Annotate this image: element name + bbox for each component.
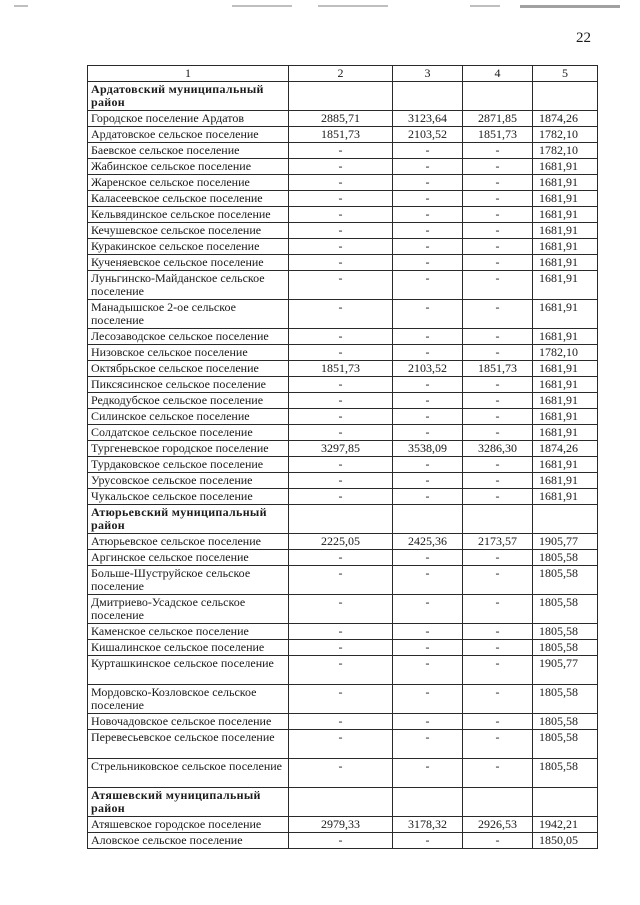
cell-col-3: - <box>393 223 463 239</box>
cell-col-4: - <box>463 425 533 441</box>
cell-col-5: 1874,26 <box>533 441 598 457</box>
empty-cell <box>289 505 393 534</box>
cell-col-3: - <box>393 425 463 441</box>
cell-col-5: 1681,91 <box>533 255 598 271</box>
settlement-name: Мордовско-Козловское сельское поселение <box>88 685 289 714</box>
settlement-name: Октябрьское сельское поселение <box>88 361 289 377</box>
cell-col-4: - <box>463 255 533 271</box>
empty-cell <box>289 82 393 111</box>
cell-col-3: - <box>393 730 463 759</box>
cell-col-5: 1681,91 <box>533 300 598 329</box>
empty-cell <box>393 82 463 111</box>
cell-col-2: - <box>289 656 393 685</box>
column-header: 5 <box>533 66 598 82</box>
column-header: 2 <box>289 66 393 82</box>
cell-col-3: - <box>393 393 463 409</box>
cell-col-5: 1681,91 <box>533 271 598 300</box>
cell-col-4: - <box>463 207 533 223</box>
cell-col-2: - <box>289 377 393 393</box>
empty-cell <box>463 788 533 817</box>
cell-col-2: 1851,73 <box>289 361 393 377</box>
tariff-table <box>87 65 598 849</box>
cell-col-3: - <box>393 640 463 656</box>
cell-col-3: - <box>393 255 463 271</box>
table-row <box>88 489 598 505</box>
table-row <box>88 175 598 191</box>
table-row <box>88 730 598 759</box>
cell-col-5: 1805,58 <box>533 730 598 759</box>
settlement-name: Урусовское сельское поселение <box>88 473 289 489</box>
cell-col-2: - <box>289 329 393 345</box>
cell-col-4: - <box>463 656 533 685</box>
settlement-name: Дмитриево-Усадское сельское поселение <box>88 595 289 624</box>
cell-col-4: - <box>463 223 533 239</box>
settlement-name: Куракинское сельское поселение <box>88 239 289 255</box>
cell-col-4: - <box>463 345 533 361</box>
cell-col-3: - <box>393 207 463 223</box>
settlement-name: Манадышское 2-ое сельское поселение <box>88 300 289 329</box>
cell-col-4: 2871,85 <box>463 111 533 127</box>
cell-col-4: - <box>463 473 533 489</box>
cell-col-4: 2926,53 <box>463 817 533 833</box>
district-row <box>88 788 598 817</box>
cell-col-3: 3123,64 <box>393 111 463 127</box>
settlement-name: Луньгинско-Майданское сельское поселение <box>88 271 289 300</box>
cell-col-2: - <box>289 300 393 329</box>
cell-col-2: - <box>289 457 393 473</box>
cell-col-2: - <box>289 393 393 409</box>
cell-col-4: - <box>463 550 533 566</box>
table-row <box>88 111 598 127</box>
cell-col-2: - <box>289 345 393 361</box>
cell-col-3: - <box>393 300 463 329</box>
table-row <box>88 255 598 271</box>
cell-col-2: - <box>289 409 393 425</box>
column-header: 1 <box>88 66 289 82</box>
settlement-name: Атяшевское городское поселение <box>88 817 289 833</box>
cell-col-3: - <box>393 566 463 595</box>
settlement-name: Каменское сельское поселение <box>88 624 289 640</box>
table-row <box>88 817 598 833</box>
cell-col-5: 1805,58 <box>533 595 598 624</box>
cell-col-3: - <box>393 271 463 300</box>
table-row <box>88 685 598 714</box>
cell-col-5: 1805,58 <box>533 714 598 730</box>
cell-col-4: - <box>463 409 533 425</box>
cell-col-3: - <box>393 457 463 473</box>
settlement-name: Низовское сельское поселение <box>88 345 289 361</box>
cell-col-3: - <box>393 191 463 207</box>
cell-col-5: 1681,91 <box>533 223 598 239</box>
cell-col-5: 1681,91 <box>533 377 598 393</box>
cell-col-3: - <box>393 143 463 159</box>
table-row <box>88 377 598 393</box>
settlement-name: Жаренское сельское поселение <box>88 175 289 191</box>
cell-col-5: 1681,91 <box>533 489 598 505</box>
settlement-name: Лесозаводское сельское поселение <box>88 329 289 345</box>
table-row <box>88 191 598 207</box>
cell-col-4: - <box>463 833 533 849</box>
cell-col-3: - <box>393 833 463 849</box>
table-row <box>88 566 598 595</box>
table-row <box>88 624 598 640</box>
cell-col-5: 1805,58 <box>533 640 598 656</box>
table-row <box>88 143 598 159</box>
cell-col-3: - <box>393 489 463 505</box>
cell-col-3: 3178,32 <box>393 817 463 833</box>
settlement-name: Аловское сельское поселение <box>88 833 289 849</box>
cell-col-2: - <box>289 255 393 271</box>
cell-col-5: 1681,91 <box>533 473 598 489</box>
cell-col-5: 1681,91 <box>533 191 598 207</box>
empty-cell <box>463 82 533 111</box>
settlement-name: Баевское сельское поселение <box>88 143 289 159</box>
settlement-name: Курташкинское сельское поселение <box>88 656 289 685</box>
empty-cell <box>533 82 598 111</box>
table-row <box>88 595 598 624</box>
settlement-name: Атюрьевское сельское поселение <box>88 534 289 550</box>
cell-col-5: 1681,91 <box>533 329 598 345</box>
cell-col-2: - <box>289 714 393 730</box>
cell-col-2: - <box>289 191 393 207</box>
cell-col-3: 2103,52 <box>393 127 463 143</box>
cell-col-2: - <box>289 175 393 191</box>
settlement-name: Кельвядинское сельское поселение <box>88 207 289 223</box>
empty-cell <box>463 505 533 534</box>
column-header: 3 <box>393 66 463 82</box>
empty-cell <box>533 505 598 534</box>
table-row <box>88 361 598 377</box>
cell-col-3: - <box>393 473 463 489</box>
table-row <box>88 223 598 239</box>
cell-col-4: - <box>463 457 533 473</box>
settlement-name: Тургеневское городское поселение <box>88 441 289 457</box>
cell-col-5: 1942,21 <box>533 817 598 833</box>
settlement-name: Чукальское сельское поселение <box>88 489 289 505</box>
cell-col-5: 1681,91 <box>533 159 598 175</box>
page-number: 22 <box>576 30 591 46</box>
cell-col-3: - <box>393 329 463 345</box>
cell-col-3: - <box>393 159 463 175</box>
cell-col-4: - <box>463 143 533 159</box>
table-row <box>88 759 598 788</box>
cell-col-2: - <box>289 624 393 640</box>
cell-col-5: 1681,91 <box>533 207 598 223</box>
district-name: Атяшевский муниципальный район <box>88 788 289 817</box>
cell-col-2: 2885,71 <box>289 111 393 127</box>
cell-col-4: - <box>463 595 533 624</box>
table-body <box>88 82 598 849</box>
cell-col-4: - <box>463 329 533 345</box>
cell-col-5: 1805,58 <box>533 759 598 788</box>
table-row <box>88 457 598 473</box>
cell-col-2: - <box>289 595 393 624</box>
cell-col-5: 1681,91 <box>533 239 598 255</box>
empty-cell <box>393 505 463 534</box>
table-row <box>88 473 598 489</box>
cell-col-5: 1805,58 <box>533 624 598 640</box>
cell-col-2: - <box>289 159 393 175</box>
cell-col-5: 1681,91 <box>533 457 598 473</box>
table-row <box>88 640 598 656</box>
settlement-name: Солдатское сельское поселение <box>88 425 289 441</box>
cell-col-3: - <box>393 714 463 730</box>
cell-col-2: - <box>289 730 393 759</box>
settlement-name: Турдаковское сельское поселение <box>88 457 289 473</box>
cell-col-2: - <box>289 143 393 159</box>
cell-col-4: - <box>463 685 533 714</box>
cell-col-2: - <box>289 566 393 595</box>
table-row <box>88 714 598 730</box>
column-header: 4 <box>463 66 533 82</box>
cell-col-2: - <box>289 550 393 566</box>
table-header-row <box>88 66 598 82</box>
table-row <box>88 345 598 361</box>
table-row <box>88 656 598 685</box>
table-row <box>88 441 598 457</box>
cell-col-2: - <box>289 685 393 714</box>
district-name: Атюрьевский муниципальный район <box>88 505 289 534</box>
table-row <box>88 329 598 345</box>
cell-col-4: - <box>463 489 533 505</box>
empty-cell <box>289 788 393 817</box>
cell-col-4: - <box>463 393 533 409</box>
cell-col-2: 3297,85 <box>289 441 393 457</box>
settlement-name: Пиксясинское сельское поселение <box>88 377 289 393</box>
cell-col-3: - <box>393 175 463 191</box>
cell-col-3: - <box>393 550 463 566</box>
cell-col-5: 1782,10 <box>533 127 598 143</box>
cell-col-4: - <box>463 759 533 788</box>
table-row <box>88 425 598 441</box>
cell-col-2: - <box>289 489 393 505</box>
table-row <box>88 409 598 425</box>
cell-col-2: - <box>289 223 393 239</box>
district-row <box>88 82 598 111</box>
empty-cell <box>393 788 463 817</box>
district-row <box>88 505 598 534</box>
settlement-name: Стрельниковское сельское поселение <box>88 759 289 788</box>
cell-col-4: - <box>463 730 533 759</box>
cell-col-5: 1850,05 <box>533 833 598 849</box>
cell-col-4: - <box>463 175 533 191</box>
cell-col-3: 2103,52 <box>393 361 463 377</box>
settlement-name: Кишалинское сельское поселение <box>88 640 289 656</box>
cell-col-4: - <box>463 566 533 595</box>
cell-col-5: 1681,91 <box>533 425 598 441</box>
settlement-name: Редкодубское сельское поселение <box>88 393 289 409</box>
cell-col-2: - <box>289 640 393 656</box>
cell-col-3: - <box>393 656 463 685</box>
table-row <box>88 127 598 143</box>
cell-col-2: - <box>289 271 393 300</box>
cell-col-2: - <box>289 425 393 441</box>
cell-col-4: - <box>463 714 533 730</box>
cell-col-2: - <box>289 207 393 223</box>
cell-col-4: - <box>463 377 533 393</box>
cell-col-2: - <box>289 239 393 255</box>
cell-col-2: 2979,33 <box>289 817 393 833</box>
cell-col-2: - <box>289 759 393 788</box>
settlement-name: Городское поселение Ардатов <box>88 111 289 127</box>
cell-col-4: - <box>463 191 533 207</box>
settlement-name: Аргинское сельское поселение <box>88 550 289 566</box>
settlement-name: Ардатовское сельское поселение <box>88 127 289 143</box>
settlement-name: Новочадовское сельское поселение <box>88 714 289 730</box>
cell-col-2: 1851,73 <box>289 127 393 143</box>
cell-col-3: - <box>393 759 463 788</box>
cell-col-3: - <box>393 595 463 624</box>
table-row <box>88 271 598 300</box>
cell-col-4: - <box>463 159 533 175</box>
table-row <box>88 159 598 175</box>
table-row <box>88 550 598 566</box>
cell-col-3: - <box>393 409 463 425</box>
cell-col-5: 1874,26 <box>533 111 598 127</box>
cell-col-5: 1805,58 <box>533 566 598 595</box>
empty-cell <box>533 788 598 817</box>
cell-col-4: 1851,73 <box>463 127 533 143</box>
cell-col-3: - <box>393 377 463 393</box>
district-name: Ардатовский муниципальный район <box>88 82 289 111</box>
cell-col-5: 1782,10 <box>533 143 598 159</box>
cell-col-5: 1805,58 <box>533 685 598 714</box>
cell-col-3: 3538,09 <box>393 441 463 457</box>
table-row <box>88 534 598 550</box>
cell-col-4: - <box>463 271 533 300</box>
cell-col-5: 1905,77 <box>533 656 598 685</box>
cell-col-5: 1681,91 <box>533 393 598 409</box>
table-row <box>88 833 598 849</box>
cell-col-5: 1805,58 <box>533 550 598 566</box>
settlement-name: Больше-Шуструйское сельское поселение <box>88 566 289 595</box>
settlement-name: Каласеевское сельское поселение <box>88 191 289 207</box>
cell-col-5: 1681,91 <box>533 175 598 191</box>
cell-col-3: - <box>393 624 463 640</box>
cell-col-4: - <box>463 624 533 640</box>
cell-col-4: 3286,30 <box>463 441 533 457</box>
cell-col-4: - <box>463 640 533 656</box>
cell-col-4: - <box>463 239 533 255</box>
cell-col-2: 2225,05 <box>289 534 393 550</box>
cell-col-2: - <box>289 833 393 849</box>
cell-col-3: - <box>393 685 463 714</box>
settlement-name: Жабинское сельское поселение <box>88 159 289 175</box>
table-row <box>88 207 598 223</box>
cell-col-4: - <box>463 300 533 329</box>
table-row <box>88 393 598 409</box>
cell-col-4: 1851,73 <box>463 361 533 377</box>
cell-col-4: 2173,57 <box>463 534 533 550</box>
settlement-name: Силинское сельское поселение <box>88 409 289 425</box>
settlement-name: Кечушевское сельское поселение <box>88 223 289 239</box>
cell-col-3: - <box>393 345 463 361</box>
cell-col-5: 1905,77 <box>533 534 598 550</box>
table-row <box>88 300 598 329</box>
cell-col-3: 2425,36 <box>393 534 463 550</box>
cell-col-5: 1681,91 <box>533 409 598 425</box>
settlement-name: Перевесьевское сельское поселение <box>88 730 289 759</box>
cell-col-2: - <box>289 473 393 489</box>
table-row <box>88 239 598 255</box>
cell-col-3: - <box>393 239 463 255</box>
settlement-name: Кученяевское сельское поселение <box>88 255 289 271</box>
cell-col-5: 1782,10 <box>533 345 598 361</box>
scan-artifact-strip <box>0 0 640 14</box>
cell-col-5: 1681,91 <box>533 361 598 377</box>
